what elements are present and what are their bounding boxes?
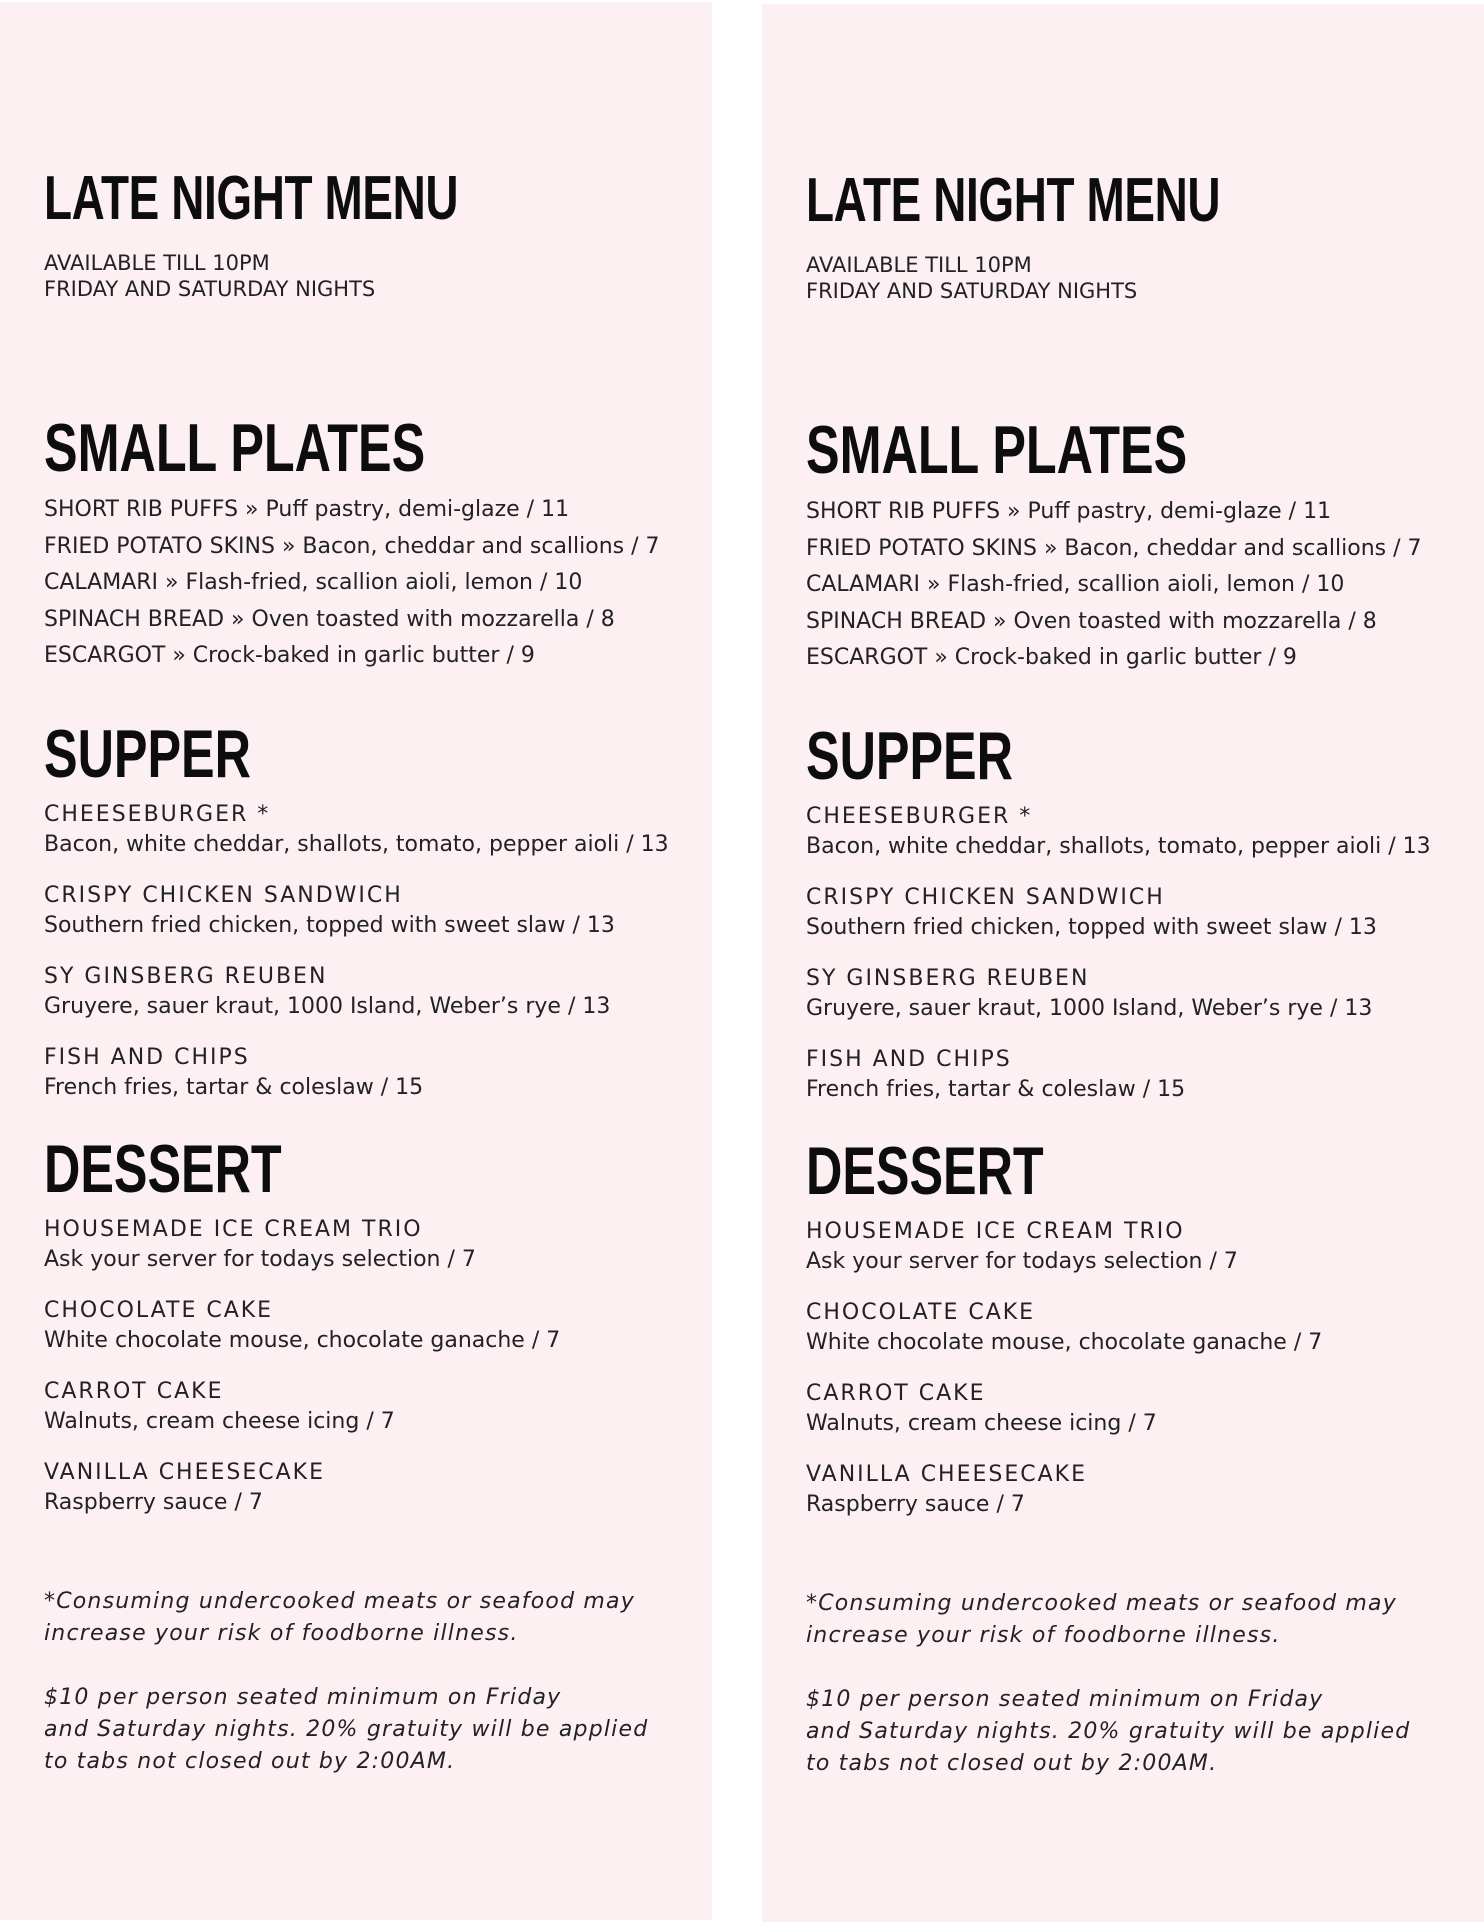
list-item: FRIED POTATO SKINS » Bacon, cheddar and scallions / 7 [44, 533, 660, 559]
menu-item [806, 964, 1372, 1024]
availability-line: AVAILABLE TILL 10PM [44, 251, 270, 275]
section-heading-dessert: DESSERT [806, 1133, 1044, 1209]
item-description: Walnuts, cream cheese icing / 7 [806, 1411, 1157, 1436]
item-description: French fries, tartar & coleslaw / 15 [806, 1077, 1186, 1102]
item-name: HOUSEMADE ICE CREAM TRIO [806, 1219, 1185, 1244]
small-plates-list [806, 494, 1422, 677]
menu-item [806, 883, 1377, 943]
list-item: ESCARGOT » Crock-baked in garlic butter / 9 [806, 645, 1297, 670]
policy-line: $10 per person seated minimum on Friday [806, 1687, 1324, 1712]
list-item: FRIED POTATO SKINS » Bacon, cheddar and scallions / 7 [806, 535, 1422, 561]
section-heading-small-plates: SMALL PLATES [44, 410, 426, 486]
item-name: VANILLA CHEESECAKE [806, 1462, 1088, 1487]
menu-item [44, 800, 669, 860]
item-description: Southern fried chicken, topped with sweet slaw / 13 [806, 915, 1377, 940]
menu-item [806, 1298, 1322, 1358]
list-item: SPINACH BREAD » Oven toasted with mozzarella / 8 [806, 608, 1377, 634]
availability-text [806, 252, 1137, 304]
policy-note [44, 1682, 648, 1778]
menu-item [44, 1043, 423, 1103]
menu-item [44, 962, 610, 1022]
section-heading-supper: SUPPER [44, 716, 251, 792]
item-description: White chocolate mouse, chocolate ganache / 7 [806, 1330, 1323, 1355]
menu-item [806, 1379, 1157, 1439]
menu-item [44, 1458, 325, 1518]
menu-item [44, 1377, 395, 1437]
item-description: Ask your server for todays selection / 7 [806, 1249, 1238, 1274]
menu-title: LATE NIGHT MENU [44, 164, 459, 233]
section-heading-small-plates: SMALL PLATES [806, 412, 1188, 488]
item-description: Ask your server for todays selection / 7 [44, 1247, 476, 1272]
disclaimer-line: increase your risk of foodborne illness. [44, 1621, 519, 1646]
menu-item [44, 1215, 476, 1275]
policy-line: and Saturday nights. 20% gratuity will be applied [44, 1717, 649, 1742]
item-description: Gruyere, sauer kraut, 1000 Island, Weber’s rye / 13 [806, 996, 1373, 1021]
item-description: Southern fried chicken, topped with sweet slaw / 13 [44, 913, 615, 938]
item-name: CHOCOLATE CAKE [44, 1298, 274, 1323]
item-description: Raspberry sauce / 7 [44, 1490, 263, 1515]
disclaimer-line: *Consuming undercooked meats or seafood may [806, 1591, 1397, 1616]
menu-item [806, 1217, 1238, 1277]
item-description: Gruyere, sauer kraut, 1000 Island, Weber’s rye / 13 [44, 994, 611, 1019]
item-description: French fries, tartar & coleslaw / 15 [44, 1075, 424, 1100]
item-description: White chocolate mouse, chocolate ganache / 7 [44, 1328, 561, 1353]
consumption-disclaimer [44, 1586, 635, 1650]
availability-line: FRIDAY AND SATURDAY NIGHTS [44, 277, 376, 301]
menu-item [806, 1045, 1185, 1105]
availability-line: FRIDAY AND SATURDAY NIGHTS [806, 279, 1138, 303]
small-plates-list [44, 492, 660, 675]
availability-text [44, 250, 375, 302]
item-name: HOUSEMADE ICE CREAM TRIO [44, 1217, 423, 1242]
policy-line: to tabs not closed out by 2:00AM. [44, 1749, 456, 1774]
policy-line: to tabs not closed out by 2:00AM. [806, 1751, 1218, 1776]
item-name: FISH AND CHIPS [44, 1045, 250, 1070]
disclaimer-line: increase your risk of foodborne illness. [806, 1623, 1281, 1648]
policy-line: $10 per person seated minimum on Friday [44, 1685, 562, 1710]
item-name: CRISPY CHICKEN SANDWICH [44, 883, 403, 908]
consumption-disclaimer [806, 1588, 1397, 1652]
policy-line: and Saturday nights. 20% gratuity will be applied [806, 1719, 1411, 1744]
section-heading-supper: SUPPER [806, 718, 1013, 794]
section-heading-dessert: DESSERT [44, 1131, 282, 1207]
menu-item [44, 881, 615, 941]
policy-note [806, 1684, 1410, 1780]
menu-panel-right [762, 4, 1484, 1922]
list-item: CALAMARI » Flash-fried, scallion aioli, lemon / 10 [44, 570, 583, 595]
list-item: ESCARGOT » Crock-baked in garlic butter / 9 [44, 643, 535, 668]
availability-line: AVAILABLE TILL 10PM [806, 253, 1032, 277]
item-description: Bacon, white cheddar, shallots, tomato, pepper aioli / 13 [806, 834, 1431, 859]
item-name: CHOCOLATE CAKE [806, 1300, 1036, 1325]
item-name: CARROT CAKE [806, 1381, 986, 1406]
item-name: VANILLA CHEESECAKE [44, 1460, 326, 1485]
menu-item [44, 1296, 560, 1356]
menu-panel-left [0, 2, 712, 1920]
item-name: CARROT CAKE [44, 1379, 224, 1404]
menu-title: LATE NIGHT MENU [806, 166, 1221, 235]
item-description: Raspberry sauce / 7 [806, 1492, 1025, 1517]
item-name: CHEESEBURGER * [806, 804, 1033, 829]
list-item: SHORT RIB PUFFS » Puff pastry, demi-glaze / 11 [44, 497, 570, 522]
item-name: SY GINSBERG REUBEN [806, 966, 1090, 991]
list-item: SHORT RIB PUFFS » Puff pastry, demi-glaze / 11 [806, 499, 1332, 524]
menu-item [806, 1460, 1087, 1520]
item-name: FISH AND CHIPS [806, 1047, 1012, 1072]
disclaimer-line: *Consuming undercooked meats or seafood may [44, 1589, 635, 1614]
item-description: Walnuts, cream cheese icing / 7 [44, 1409, 395, 1434]
item-name: SY GINSBERG REUBEN [44, 964, 328, 989]
list-item: SPINACH BREAD » Oven toasted with mozzarella / 8 [44, 606, 615, 632]
item-name: CRISPY CHICKEN SANDWICH [806, 885, 1165, 910]
item-name: CHEESEBURGER * [44, 802, 271, 827]
item-description: Bacon, white cheddar, shallots, tomato, pepper aioli / 13 [44, 832, 669, 857]
menu-item [806, 802, 1431, 862]
list-item: CALAMARI » Flash-fried, scallion aioli, lemon / 10 [806, 572, 1345, 597]
